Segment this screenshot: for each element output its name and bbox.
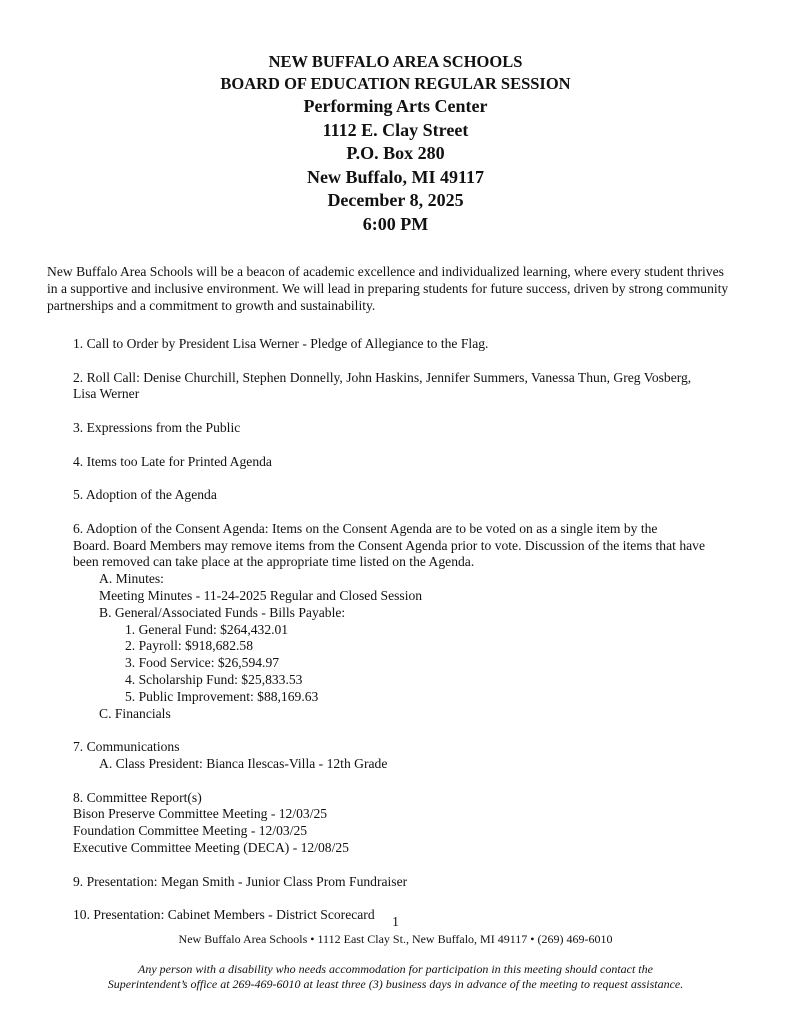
- agenda-item-text: 7. Communications: [73, 739, 180, 755]
- agenda-item-3: [73, 420, 753, 437]
- committee-entry: Foundation Committee Meeting - 12/03/25: [73, 823, 308, 839]
- district-name: NEW BUFFALO AREA SCHOOLS: [268, 52, 523, 71]
- agenda-item-9: [73, 874, 753, 891]
- mission-statement: [47, 264, 747, 314]
- meeting-date: December 8, 2025: [327, 190, 464, 211]
- agenda-item-4: [73, 454, 753, 471]
- venue-city: New Buffalo, MI 49117: [307, 166, 484, 187]
- agenda-item-text: 8. Committee Report(s): [73, 789, 202, 805]
- mission-line: New Buffalo Area Schools will be a beacon of academic excellence and individualized learning, where every student thrives: [47, 264, 724, 279]
- notice-line: Any person with a disability who needs accommodation for participation in this meeting should contact the: [138, 962, 653, 976]
- agenda-item-text: 4. Items too Late for Printed Agenda: [73, 453, 272, 469]
- committee-entry: Executive Committee Meeting (DECA) - 12/08/25: [73, 839, 349, 855]
- fund-entry: 2. Payroll: $918,682.58: [125, 638, 254, 654]
- fund-entry: 3. Food Service: $26,594.97: [125, 655, 280, 671]
- page-number: 1: [392, 914, 399, 929]
- mission-line: in a supportive and inclusive environment. We will lead in preparing students for future success, driven by strong community: [47, 280, 729, 296]
- agenda-item-text: 10. Presentation: Cabinet Members - District Scorecard: [73, 907, 375, 923]
- fund-entry: 1. General Fund: $264,432.01: [125, 621, 289, 637]
- agenda-item-text: Lisa Werner: [73, 386, 140, 402]
- meeting-time: 6:00 PM: [362, 213, 429, 234]
- agenda-item-2: [73, 370, 753, 404]
- agenda-item-6: [73, 521, 753, 723]
- accessibility-notice: [0, 962, 791, 992]
- venue-name: Performing Arts Center: [303, 96, 488, 116]
- notice-line: Superintendent’s office at 269-469-6010 at least three (3) business days in advance of the meeting to request assistance.: [107, 977, 684, 991]
- agenda-item-5: [73, 487, 753, 504]
- agenda-header: [0, 51, 791, 237]
- agenda-item-text: 2. Roll Call: Denise Churchill, Stephen Donnelly, John Haskins, Jennifer Summers, Vanessa Thun, Greg Vosberg,: [73, 369, 692, 385]
- agenda-items: [73, 336, 753, 941]
- agenda-item-text: 6. Adoption of the Consent Agenda: Items on the Consent Agenda are to be voted on as a single item by the: [73, 520, 658, 536]
- session-title: BOARD OF EDUCATION REGULAR SESSION: [220, 74, 571, 93]
- communication-entry: A. Class President: Bianca Ilescas-Villa - 12th Grade: [99, 755, 388, 771]
- consent-minutes-heading: A. Minutes:: [99, 571, 164, 587]
- venue-po-box: P.O. Box 280: [346, 143, 445, 164]
- consent-financials: C. Financials: [99, 705, 171, 721]
- venue-street: 1112 E. Clay Street: [322, 119, 469, 140]
- agenda-item-7: [73, 739, 753, 773]
- fund-entry: 4. Scholarship Fund: $25,833.53: [125, 671, 303, 687]
- agenda-item-1: [73, 336, 753, 353]
- agenda-item-text: 1. Call to Order by President Lisa Werner - Pledge of Allegiance to the Flag.: [73, 336, 489, 351]
- consent-minutes-entry: Meeting Minutes - 11-24-2025 Regular and Closed Session: [99, 587, 423, 603]
- agenda-item-text: Board. Board Members may remove items from the Consent Agenda prior to vote. Discussion of the items that have: [73, 537, 705, 553]
- consent-funds-heading: B. General/Associated Funds - Bills Payable:: [99, 604, 346, 620]
- footer-address: New Buffalo Area Schools • 1112 East Clay St., New Buffalo, MI 49117 • (269) 469-6010: [178, 932, 613, 946]
- fund-entry: 5. Public Improvement: $88,169.63: [125, 688, 319, 704]
- mission-line: partnerships and a commitment to growth and sustainability.: [47, 297, 376, 313]
- committee-entry: Bison Preserve Committee Meeting - 12/03/25: [73, 806, 328, 822]
- agenda-item-text: been removed can take place at the appropriate time listed on the Agenda.: [73, 554, 475, 570]
- agenda-item-text: 5. Adoption of the Agenda: [73, 487, 217, 503]
- agenda-item-text: 3. Expressions from the Public: [73, 419, 241, 435]
- agenda-item-8: [73, 790, 753, 857]
- agenda-item-text: 9. Presentation: Megan Smith - Junior Class Prom Fundraiser: [73, 873, 408, 889]
